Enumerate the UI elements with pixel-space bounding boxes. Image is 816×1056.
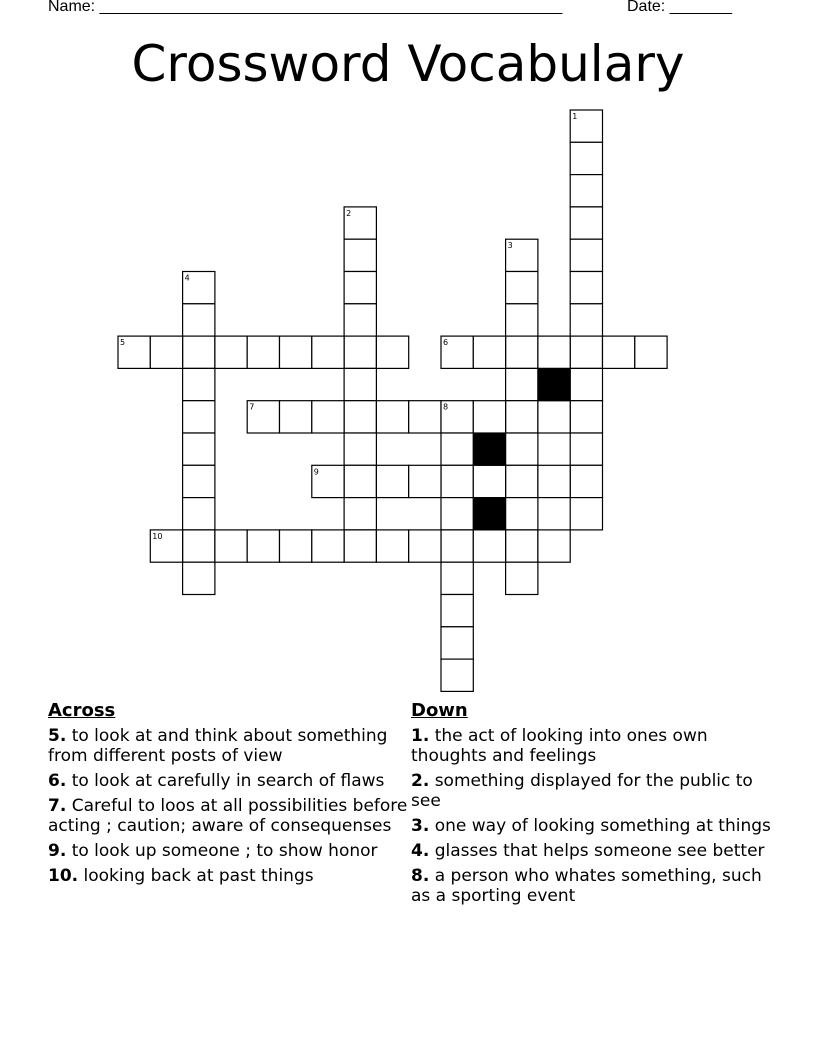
clue-number: 4. — [411, 841, 430, 861]
grid-cell[interactable] — [570, 239, 602, 271]
cell-number: 9 — [313, 467, 319, 477]
grid-cell[interactable] — [312, 530, 344, 562]
name-field-label: Name: ____________________________________________________ — [48, 0, 563, 15]
grid-cell[interactable] — [506, 433, 538, 465]
grid-cell[interactable] — [473, 336, 505, 368]
clue-number: 10. — [48, 866, 79, 886]
grid-cell[interactable] — [409, 465, 441, 497]
grid-cell[interactable] — [441, 530, 473, 562]
grid-cell[interactable] — [376, 336, 408, 368]
grid-cell[interactable] — [312, 336, 344, 368]
clue-text: to look up someone ; to show honor — [71, 841, 378, 861]
grid-cell[interactable] — [376, 401, 408, 433]
black-cell — [473, 498, 505, 530]
clue-down-4 — [411, 841, 771, 861]
clue-text: one way of looking something at things — [434, 816, 771, 836]
grid-cell[interactable] — [183, 562, 215, 594]
grid-cell[interactable] — [538, 530, 570, 562]
page-title: Crossword Vocabulary — [131, 35, 685, 93]
grid-cell[interactable] — [603, 336, 635, 368]
grid-cell[interactable] — [183, 368, 215, 400]
grid-cell[interactable] — [344, 401, 376, 433]
grid-cell[interactable] — [344, 304, 376, 336]
grid-cell[interactable] — [570, 465, 602, 497]
grid-cell[interactable] — [215, 336, 247, 368]
grid-cell[interactable] — [344, 530, 376, 562]
grid-cell[interactable] — [441, 433, 473, 465]
clue-text: to look at carefully in search of flaws — [71, 771, 385, 791]
grid-cell[interactable] — [570, 207, 602, 239]
grid-cell[interactable] — [344, 368, 376, 400]
cell-number: 10 — [152, 531, 163, 541]
clue-number: 8. — [411, 866, 430, 886]
grid-cell[interactable] — [344, 465, 376, 497]
clue-number: 2. — [411, 771, 430, 791]
clue-text: Careful to loos at all possibilities before acting ; caution; aware of consequenses — [48, 796, 408, 836]
grid-cell[interactable] — [473, 401, 505, 433]
grid-cell[interactable] — [635, 336, 667, 368]
down-heading: Down — [411, 700, 468, 721]
cell-number: 8 — [443, 402, 449, 412]
grid-cell[interactable] — [473, 530, 505, 562]
clue-text: looking back at past things — [83, 866, 314, 886]
clue-across-7 — [48, 796, 408, 836]
grid-cell[interactable] — [538, 336, 570, 368]
grid-cell[interactable] — [570, 175, 602, 207]
grid-cell[interactable] — [441, 659, 473, 691]
grid-cell[interactable] — [570, 433, 602, 465]
grid-cell[interactable] — [570, 368, 602, 400]
clue-text: glasses that helps someone see better — [434, 841, 765, 861]
grid-cell[interactable] — [441, 627, 473, 659]
date-field-label: Date: _______ — [627, 0, 732, 15]
cell-number: 3 — [507, 241, 513, 251]
grid-cell[interactable] — [247, 530, 279, 562]
grid-cell[interactable] — [506, 368, 538, 400]
grid-cell[interactable] — [570, 272, 602, 304]
clue-number: 6. — [48, 771, 67, 791]
grid-cell[interactable] — [409, 530, 441, 562]
clue-text: something displayed for the public to see — [411, 771, 753, 811]
grid-cell[interactable] — [376, 465, 408, 497]
clue-down-2 — [411, 771, 771, 811]
grid-cell[interactable] — [376, 530, 408, 562]
grid-cell[interactable] — [344, 433, 376, 465]
grid-cell[interactable] — [570, 336, 602, 368]
clue-text: the act of looking into ones own thoughts and feelings — [411, 726, 708, 766]
grid-cell[interactable] — [441, 465, 473, 497]
grid-cell[interactable] — [538, 401, 570, 433]
grid-cell[interactable] — [344, 272, 376, 304]
clue-number: 5. — [48, 726, 67, 746]
down-clues — [411, 700, 771, 911]
grid-cell[interactable] — [441, 498, 473, 530]
grid-cell[interactable] — [506, 562, 538, 594]
grid-cell[interactable] — [570, 498, 602, 530]
grid-cell[interactable] — [183, 304, 215, 336]
grid-cell[interactable] — [150, 336, 182, 368]
grid-cell[interactable] — [538, 465, 570, 497]
grid-cell[interactable] — [570, 304, 602, 336]
clue-text: a person who whates something, such as a sporting event — [411, 866, 762, 906]
cell-number: 7 — [249, 402, 255, 412]
clue-number: 7. — [48, 796, 67, 816]
grid-cell[interactable] — [441, 562, 473, 594]
clue-text: to look at and think about something from different posts of view — [48, 726, 388, 766]
grid-cell[interactable] — [409, 401, 441, 433]
grid-cell[interactable] — [506, 304, 538, 336]
clue-down-8 — [411, 866, 771, 906]
clue-across-5 — [48, 726, 408, 766]
grid-cell[interactable] — [506, 465, 538, 497]
grid-cell[interactable] — [183, 465, 215, 497]
across-clues — [48, 700, 408, 891]
black-cell — [538, 368, 570, 400]
grid-cell[interactable] — [280, 401, 312, 433]
grid-cell[interactable] — [183, 530, 215, 562]
grid-cell[interactable] — [183, 336, 215, 368]
grid-cell[interactable] — [570, 142, 602, 174]
clue-down-3 — [411, 816, 771, 836]
cell-number: 1 — [572, 112, 578, 121]
black-cell — [473, 433, 505, 465]
grid-cell[interactable] — [280, 530, 312, 562]
across-heading: Across — [48, 700, 116, 721]
grid-cell[interactable] — [506, 272, 538, 304]
cell-number: 2 — [346, 208, 352, 218]
cell-number: 4 — [184, 273, 190, 283]
cell-number: 5 — [120, 338, 126, 348]
grid-cell[interactable] — [344, 239, 376, 271]
grid-cell[interactable] — [506, 401, 538, 433]
grid-cell[interactable] — [473, 465, 505, 497]
grid-cell[interactable] — [247, 336, 279, 368]
clue-number: 3. — [411, 816, 430, 836]
grid-cell[interactable] — [570, 401, 602, 433]
grid-cell[interactable] — [312, 401, 344, 433]
grid-cell[interactable] — [183, 401, 215, 433]
clue-number: 1. — [411, 726, 430, 746]
clue-across-10 — [48, 866, 408, 886]
clue-across-9 — [48, 841, 408, 861]
grid-cell[interactable] — [183, 498, 215, 530]
grid-cell[interactable] — [506, 336, 538, 368]
grid-cell[interactable] — [441, 595, 473, 627]
grid-cell[interactable] — [344, 498, 376, 530]
clue-down-1 — [411, 726, 771, 766]
grid-cell[interactable] — [280, 336, 312, 368]
grid-cell[interactable] — [183, 433, 215, 465]
grid-cell[interactable] — [506, 530, 538, 562]
clue-across-6 — [48, 771, 408, 791]
grid-cell[interactable] — [344, 336, 376, 368]
grid-cell[interactable] — [506, 498, 538, 530]
clue-number: 9. — [48, 841, 67, 861]
grid-cell[interactable] — [215, 530, 247, 562]
cell-number: 6 — [443, 338, 449, 348]
